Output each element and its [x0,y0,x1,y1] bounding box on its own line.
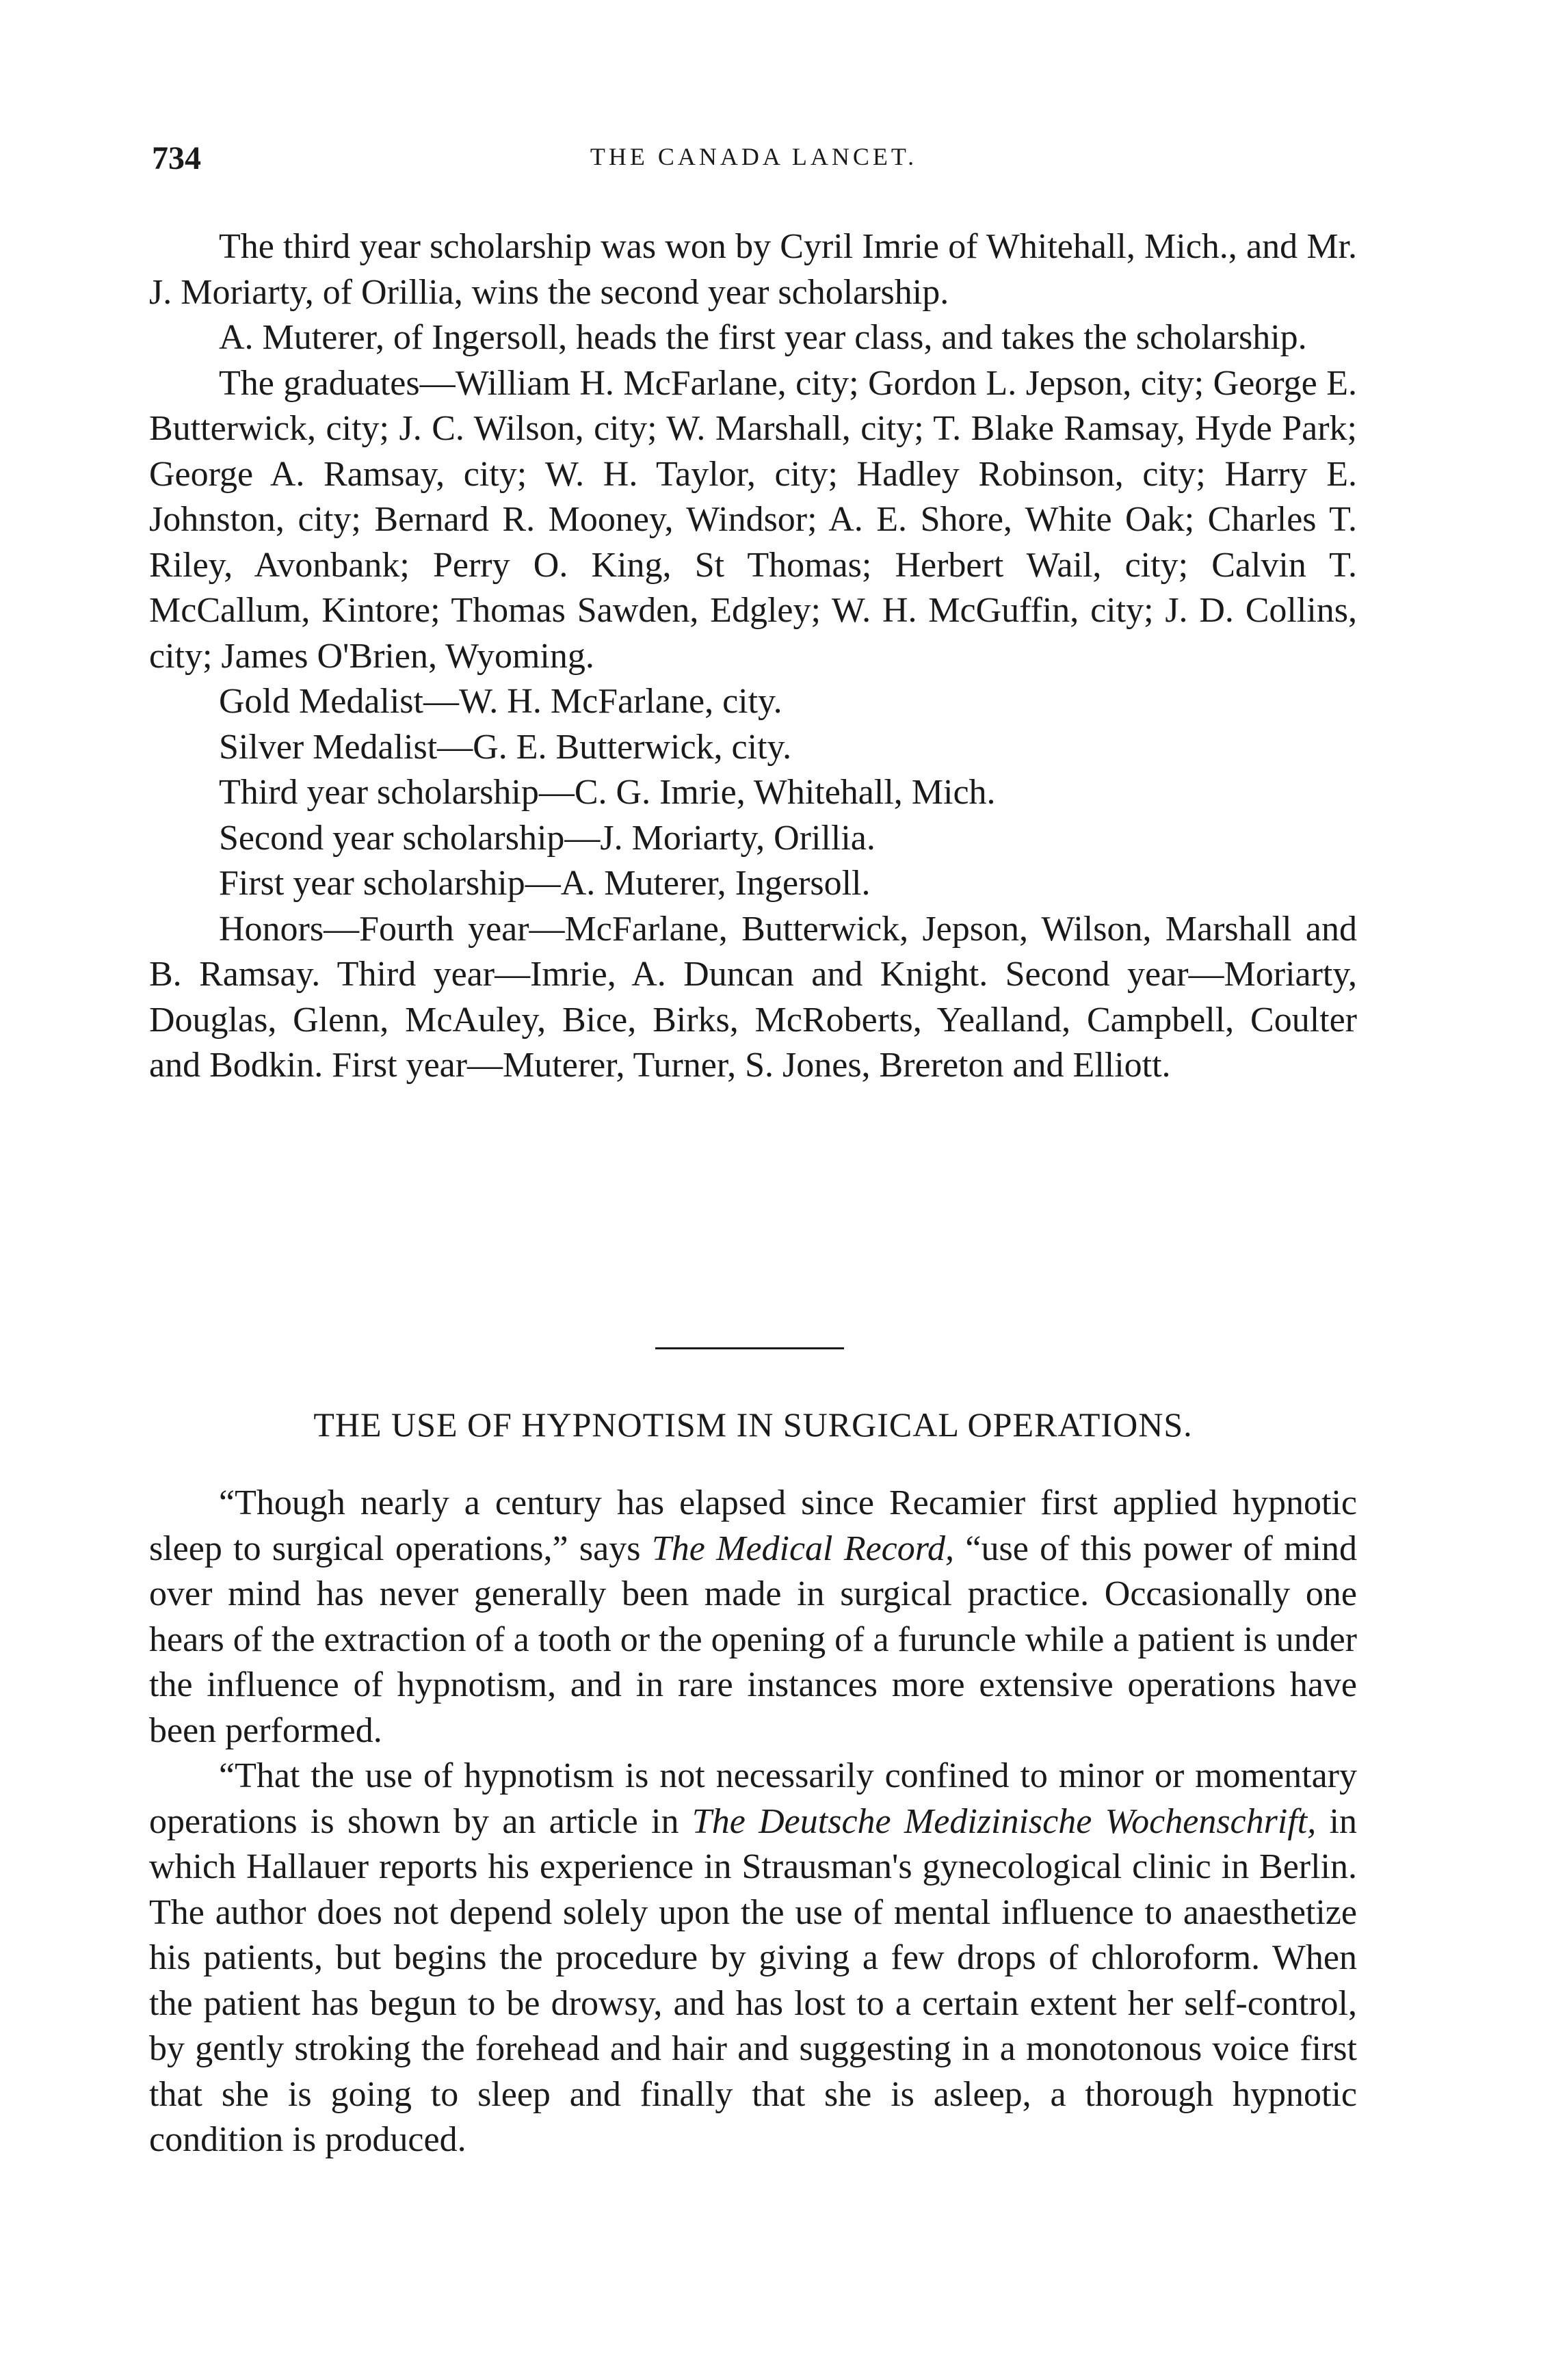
journal-deutsche-wochenschrift: The Deutsche Medizinische Wochenschrift, [692,1801,1317,1841]
graduates-section [149,224,1357,1089]
award-third-year-scholarship: Third year scholarship—C. G. Imrie, Whitehall, Mich. [219,773,996,812]
honors-paragraph: Honors—Fourth year—McFarlane, Butterwick, Jepson, Wilson, Marshall and B. Ramsay. Third year—Imrie, A. Duncan and Knight. Second year—Moriarty, Douglas, Glenn, McAuley, Bice, Birks, McRoberts, Yealland, Campbell, Coulter and Bodkin. First year—Muterer, Turner, S. Jones, Brereton and Elliott. [149,909,1357,1085]
section-divider [655,1347,844,1349]
award-second-year-scholarship: Second year scholarship—J. Moriarty, Orillia. [219,818,875,858]
scholarship-paragraph: The third year scholarship was won by Cyril Imrie of Whitehall, Mich., and Mr. J. Moriarty, of Orillia, wins the second year scholarship. [149,227,1357,312]
page-header [152,140,1356,181]
article-body [149,1481,1357,2163]
article-title: THE USE OF HYPNOTISM IN SURGICAL OPERATIONS. [313,1405,1193,1444]
article-paragraph-2 [149,1754,1357,2163]
article-p2-text-a: “That the use of hypnotism is not necessarily confined to minor or momentary operations is shown by an article in [149,1756,1357,1841]
award-silver-medalist: Silver Medalist—G. E. Butterwick, city. [219,727,792,767]
award-gold-medalist: Gold Medalist—W. H. McFarlane, city. [219,682,782,721]
article-p2-text-b: in which Hallauer reports his experience in Strausman's gynecological clinic in Berlin. The author does not depend solely upon the use of mental influence to anaesthetize his patients, but begins the procedure by giving a few drops of chloroform. When the patient has begun to be drowsy, and has lost to a certain extent her self-control, by gently stroking the forehead and hair and suggesting in a monotonous voice first that she is going to sleep and finally that she is asleep, a thorough hypnotic condition is produced. [149,1801,1357,2159]
page-number: 734 [152,140,201,176]
graduates-list-paragraph: The graduates—William H. McFarlane, city; Gordon L. Jepson, city; George E. Butterwick, city; J. C. Wilson, city; W. Marshall, city; T. Blake Ramsay, Hyde Park; George A. Ramsay, city; W. H. Taylor, city; Hadley Robinson, city; Harry E. Johnston, city; Bernard R. Mooney, Windsor; A. E. Shore, White Oak; Charles T. Riley, Avonbank; Perry O. King, St Thomas; Herbert Wail, city; Calvin T. McCallum, Kintore; Thomas Sawden, Edgley; W. H. McGuffin, city; J. D. Collins, city; James O'Brien, Wyoming. [149,363,1357,676]
award-first-year-scholarship: First year scholarship—A. Muterer, Ingersoll. [219,864,871,903]
article-p1-text-a: “Though nearly a century has elapsed since Recamier first applied hypnotic sleep to surgical operations,” says [149,1483,1357,1568]
article-p1-text-b: “use of this power of mind over mind has never generally been made in surgical practice. Occasionally one hears of the extraction of a tooth or the opening of a furuncle while a patient is under the influence of hypnotism, and in rare instances more extensive operations have been performed. [149,1529,1357,1750]
running-head: THE CANADA LANCET. [590,143,918,170]
article-paragraph-1 [149,1481,1357,1754]
journal-medical-record: The Medical Record, [651,1529,955,1568]
first-year-paragraph: A. Muterer, of Ingersoll, heads the first year class, and takes the scholarship. [219,318,1307,357]
